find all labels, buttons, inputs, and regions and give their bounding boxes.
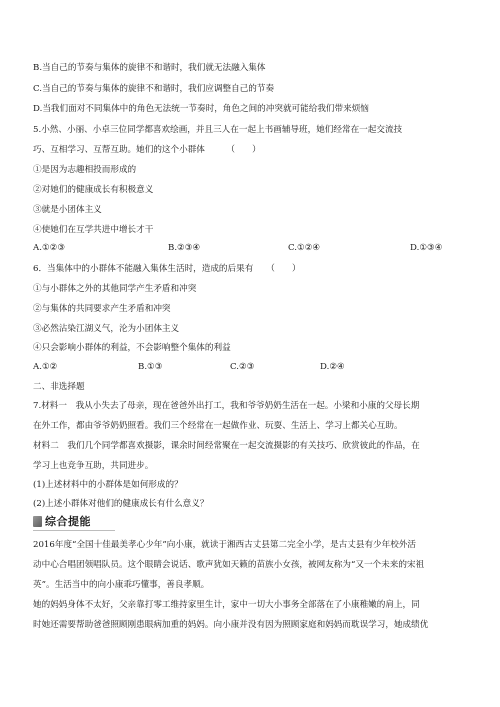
q6-option-c: C.②③ [230, 362, 255, 372]
q5-statement-2: ②对她们的健康成长有积极意义 [33, 185, 154, 195]
q7-material1-line1: 7.材料一 我从小失去了母亲，现在爸爸外出打工，我和爷爷奶奶生活在一起。小梁和小康的父母长期 [33, 401, 420, 411]
q7-question-2: (2)上述小群体对他们的健康成长有什么意义？ [33, 499, 209, 509]
q6-statement-4: ④只会影响小群体的利益，不会影响整个集体的利益 [33, 343, 231, 353]
q7-material2-line2: 学习上也竞争互助，共同进步。 [33, 461, 154, 471]
q6-statement-3: ③必然沾染江湖义气，沦为小团体主义 [33, 324, 180, 334]
section-underline [33, 530, 115, 531]
q4-option-b: B.当自己的节奏与集体的旋律不和谐时，我们就无法融入集体 [33, 63, 266, 73]
q6-statement-2: ②与集体的共同要求产生矛盾和冲突 [33, 304, 171, 314]
passage-line-5: 时她还需要帮助爸爸照顾刚患眼病加重的妈妈。向小康并没有因为照顾家庭和妈妈而耽误学习，她成绩优 [33, 620, 429, 630]
q5-option-c: C.①②④ [288, 243, 321, 253]
q5-stem-line2: 巧、互相学习、互帮互助。她们的这个小群体 （ ） [33, 145, 261, 155]
q6-statement-1: ①与小群体之外的其他同学产生矛盾和冲突 [33, 284, 197, 294]
section-heading-non-choice: 二、非选择题 [33, 382, 85, 392]
q7-question-1: (1)上述材料中的小群体是如何形成的？ [33, 480, 183, 490]
q5-option-a: A.①②③ [33, 243, 66, 253]
passage-line-2: 动中心合唱团领唱队员。这个眼睛会说话、歌声犹如天籁的苗族小女孩，被网友称为“又一个未来的宋祖 [33, 560, 425, 570]
passage-line-1: 2016年度“全国十佳最美孝心少年”向小康，就读于湘西古丈县第二完全小学，是古丈县有少年校外活 [33, 540, 417, 550]
q6-option-b: B.①③ [138, 362, 163, 372]
q5-statement-4: ④使她们在互学共进中增长才干 [33, 225, 154, 235]
section-header-comprehensive [33, 513, 91, 529]
q6-stem: 6．当集体中的小群体不能融入集体生活时，造成的后果有 （ ） [33, 264, 301, 274]
q5-option-b: B.②③④ [168, 243, 201, 253]
passage-line-4: 她的妈妈身体不太好，父亲靠打零工维持家里生计，家中一切大小事务全部落在了小康稚嫩的肩上，同 [33, 600, 420, 610]
q7-material1-line2: 在外工作，都由爷爷奶奶照看。我们三个经常在一起做作业、玩耍、生活上、学习上都关心互助。 [33, 421, 403, 431]
section-title: 综合提能 [45, 515, 91, 528]
q6-option-a: A.①② [33, 362, 58, 372]
q7-material2-line1: 材料二 我们几个同学都喜欢摄影，课余时间经常聚在一起交流摄影的有关技巧、欣赏彼此的作品，在 [33, 441, 420, 451]
q6-option-d: D.②④ [320, 362, 345, 372]
q4-option-c: C.当自己的节奏与集体的旋律不和谐时，我们应调整自己的节奏 [33, 84, 275, 94]
passage-line-3: 英”。生活当中的向小康乖巧懂事，善良孝顺。 [33, 580, 210, 590]
q4-option-d: D.当我们面对不同集体中的角色无法统一节奏时，角色之间的冲突就可能给我们带来烦恼 [33, 104, 369, 114]
q5-option-d: D.①③④ [410, 243, 443, 253]
q5-statement-1: ①是因为志趣相投而形成的 [33, 165, 137, 175]
section-marker-icon [33, 516, 42, 527]
q5-stem-line1: 5.小然、小丽、小卓三位同学都喜欢绘画，并且三人在一起上书画辅导班，她们经常在一起交流技 [33, 125, 403, 135]
q5-statement-3: ③就是小团体主义 [33, 205, 102, 215]
